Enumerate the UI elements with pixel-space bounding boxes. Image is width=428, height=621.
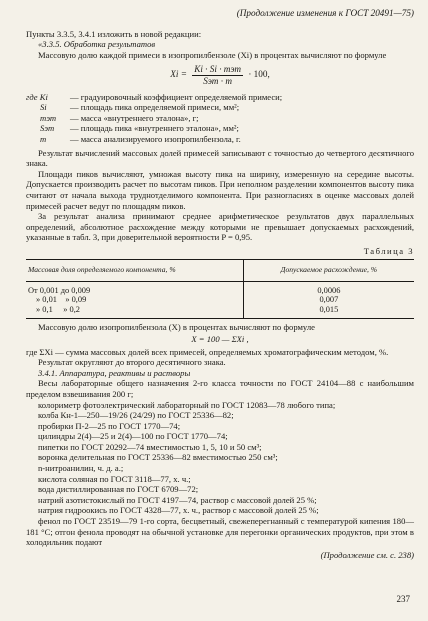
list-item: колориметр фотоэлектрический лабораторный по ГОСТ 12083—78 любого типа; bbox=[38, 399, 336, 410]
list-item: цилиндры 2(4)—25 и 2(4)—100 по ГОСТ 1770—74; bbox=[38, 431, 228, 442]
table-row: » 0,01 » 0,09 0,007 bbox=[26, 295, 414, 305]
list-item: фенол по ГОСТ 23519—79 1-го сорта, бесцветный, свежеперегнанный с температурой кипения 180—181 °С; отгон фенола проводят на обычной установке для перегонки органических продуктов, при этом в холодильник подают bbox=[26, 516, 414, 548]
tolerance-table bbox=[26, 259, 414, 319]
list-item: пипетки по ГОСТ 20292—74 вместимостью 1, 5, 10 и 50 см³; bbox=[38, 441, 262, 452]
list-item: натрия гидроокись по ГОСТ 4328—77, х. ч., раствор с массовой долей 25 %; bbox=[38, 505, 319, 516]
paragraph-7: Результат округляют до второго десятичного знака. bbox=[38, 357, 226, 368]
paragraph-1: Массовую долю каждой примеси в изопропилбензоле (Xi) в процентах вычисляют по формуле bbox=[38, 49, 387, 60]
section-2-title: 3.4.1. Аппаратура, реактивы и растворы bbox=[38, 367, 191, 378]
definition-row: m — масса анализируемого изопропилбензола, г. bbox=[40, 133, 241, 144]
formula-numerator: Ki · Si · mэт bbox=[194, 64, 242, 75]
paragraph-8: Весы лабораторные общего назначения 2-го класса точности по ГОСТ 24104—88 с наибольшим пределом взвешивания 200 г; bbox=[26, 378, 414, 399]
definition-row: mэт — масса «внутреннего эталона», г; bbox=[40, 112, 199, 123]
formula-rhs: · 100, bbox=[248, 69, 270, 80]
formula-fraction bbox=[192, 64, 243, 86]
list-item: вода дистиллированная по ГОСТ 6709—72; bbox=[38, 484, 199, 495]
table-row: » 0,1 » 0,2 0,015 bbox=[26, 305, 414, 315]
definition-row: где Ki — градуировочный коэффициент определяемой примеси; bbox=[26, 91, 283, 102]
paragraph-6: где ΣXi — сумма массовых долей всех примесей, определяемых хроматографическим методом, %. bbox=[26, 346, 389, 357]
list-item: колба Кн-1—250—19/26 (24/29) по ГОСТ 25336—82; bbox=[38, 410, 234, 421]
intro-text: Пункты 3.3.5, 3.4.1 изложить в новой редакции: bbox=[26, 28, 202, 39]
running-header: (Продолжение изменения к ГОСТ 20491—75) bbox=[236, 8, 414, 18]
paragraph-5: Массовую долю изопропилбензола (X) в процентах вычисляют по формуле bbox=[38, 322, 315, 333]
list-item: кислота соляная по ГОСТ 3118—77, х. ч.; bbox=[38, 473, 191, 484]
paragraph-2: Результат вычислений массовых долей примесей записывают с точностью до четвертого десятичного знака. bbox=[26, 147, 414, 169]
table-header-fraction: Массовая доля определяемого компонента, % bbox=[26, 260, 243, 282]
definition-row: Sэт — площадь пика «внутреннего эталона», мм²; bbox=[40, 123, 239, 134]
list-item: n-нитроанилин, ч. д. а.; bbox=[38, 463, 124, 474]
page-number: 237 bbox=[396, 594, 410, 605]
definitions bbox=[26, 92, 414, 145]
paragraph-3: Площади пиков вычисляют, умножая высоту пика на ширину, измеренную на середине высоты. Допускается производить расчет по высотам пиков. При неполном разделении компонентов высоту пика считают от начала выхода труднотделимого компонента. При разногласиях в оценке массовых долей примесей расчет ведут по площадям пиков. bbox=[26, 168, 414, 211]
paragraph-4: За результат анализа принимают среднее арифметическое результатов двух параллельных определений, абсолютное расхождение между которыми не превышает допускаемых расхождений, указанные в табл. 3, при доверительной вероятности P = 0,95. bbox=[26, 211, 414, 243]
table-row: От 0,001 до 0,009 0,0006 bbox=[28, 285, 341, 295]
section-title: «3.3.5. Обработка результатов bbox=[38, 39, 156, 50]
continuation-note: (Продолжение см. с. 238) bbox=[320, 549, 414, 560]
equipment-list bbox=[26, 400, 414, 548]
list-item: воронка делительная по ГОСТ 25336—82 вместимостью 250 см³; bbox=[38, 452, 278, 463]
formula-xi bbox=[26, 64, 414, 86]
list-item: пробирки П-2—25 по ГОСТ 1770—74; bbox=[38, 420, 181, 431]
table-header-tolerance: Допускаемое расхождение, % bbox=[243, 260, 414, 282]
formula-lhs: Xi = bbox=[170, 69, 187, 80]
formula-denominator: Sэт · m bbox=[203, 75, 232, 86]
definition-row: Si — площадь пика определяемой примеси, мм²; bbox=[40, 102, 240, 113]
table-caption: Таблица 3 bbox=[363, 245, 414, 256]
list-item: натрий азотистокислый по ГОСТ 4197—74, раствор с массовой долей 25 %; bbox=[38, 494, 317, 505]
formula-x: X = 100 — ΣXi , bbox=[191, 333, 249, 344]
